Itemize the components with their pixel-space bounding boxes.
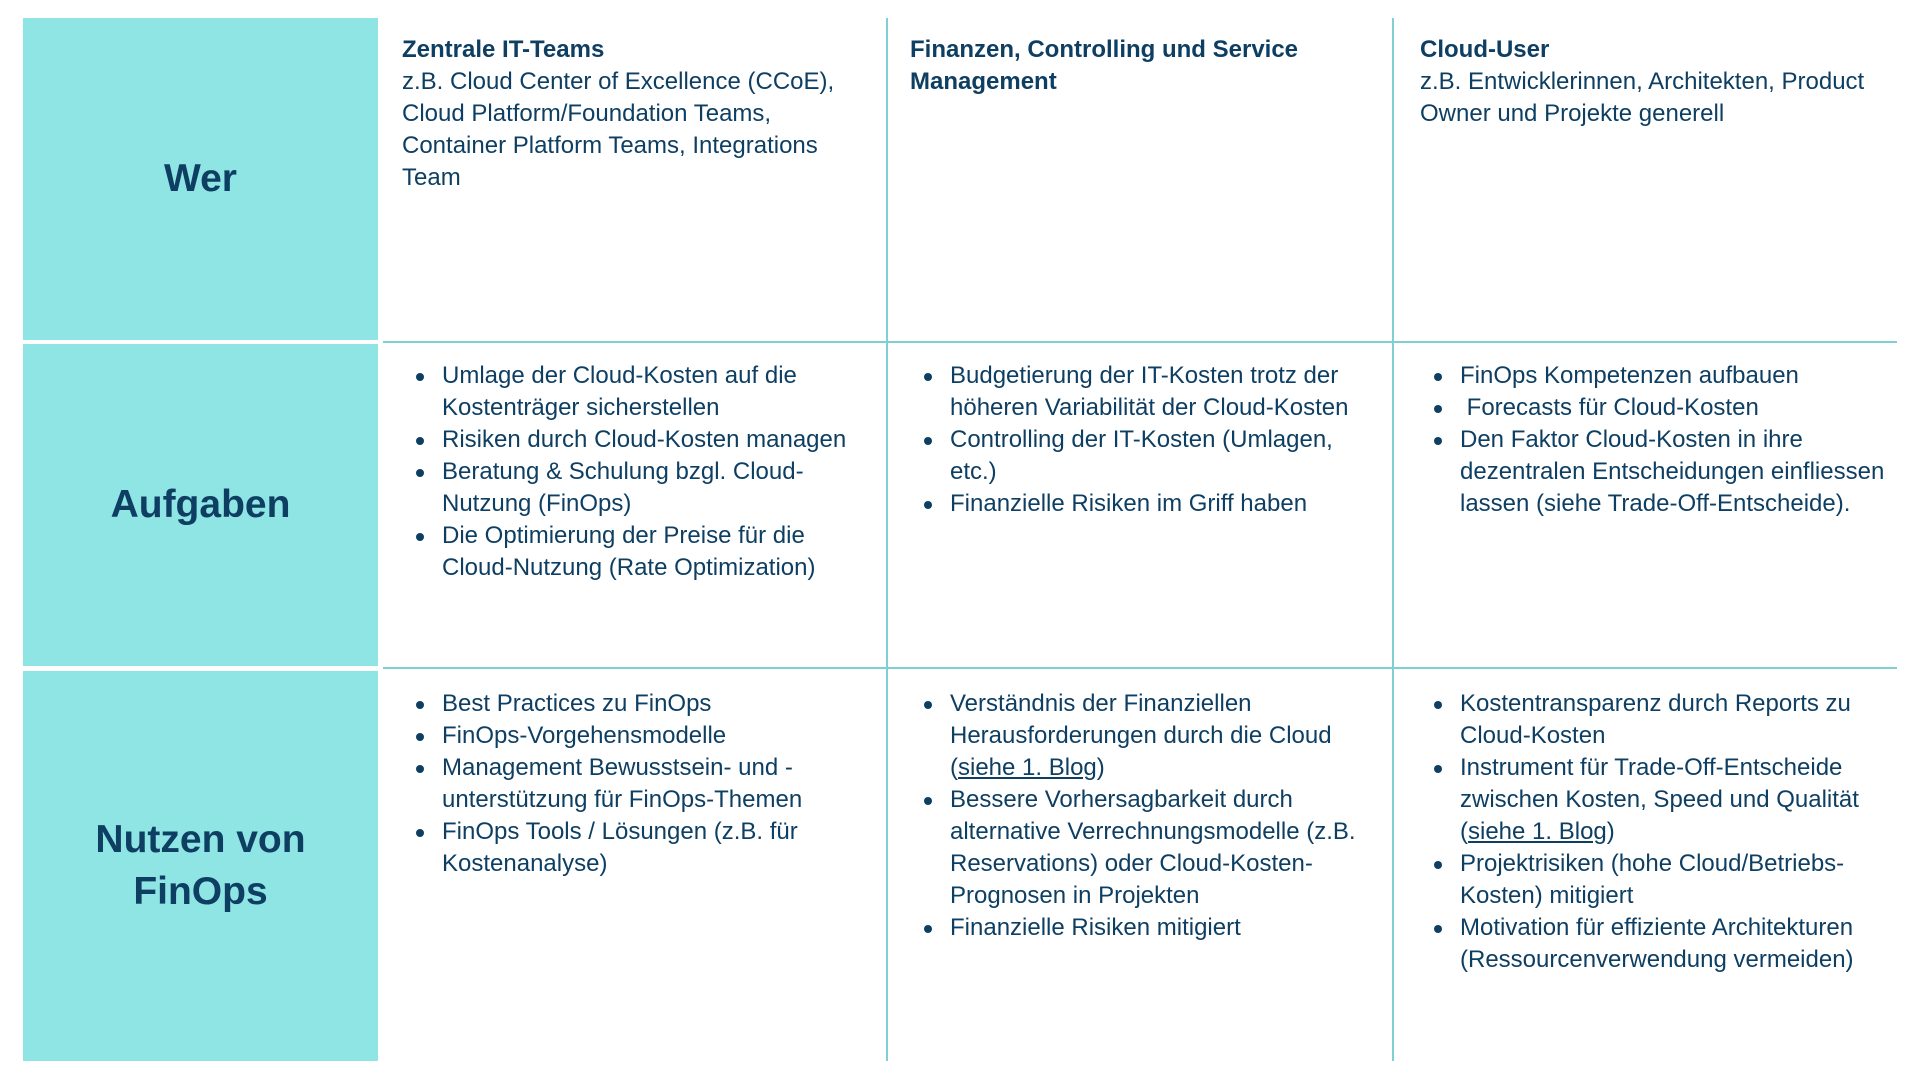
task-list [910,360,1380,520]
benefit-list [402,688,872,880]
list-item: FinOps-Vorgehensmodelle [442,720,872,752]
wer-cell-it-teams [402,34,872,194]
list-item: Best Practices zu FinOps [442,688,872,720]
cell-title: Zentrale IT-Teams [402,36,605,63]
list-item: Management Bewusstsein- und -unterstützung für FinOps-Themen [442,752,872,816]
item-text-end: ) [1606,818,1615,845]
task-list [402,360,872,584]
row-label-nutzen-line2: FinOps [133,870,268,913]
blog-link[interactable]: siehe 1. Blog [1468,818,1607,845]
row-label-wer-text: Wer [164,157,237,200]
row-label-nutzen [23,671,378,1061]
cell-subtitle: z.B. Cloud Center of Excellence (CCoE), Cloud Platform/Foundation Teams, Container Platform Teams, Integrations Team [402,68,835,191]
wer-cell-cloud-user [1420,34,1890,130]
list-item: Projektrisiken (hohe Cloud/Betriebs-Kosten) mitigiert [1460,848,1890,912]
item-text-end: ) [1096,754,1105,781]
list-item: Budgetierung der IT-Kosten trotz der höheren Variabilität der Cloud-Kosten [950,360,1380,424]
blog-link[interactable]: siehe 1. Blog [958,754,1097,781]
list-item: Motivation für effiziente Architekturen (Ressourcenverwendung vermeiden) [1460,912,1890,976]
task-list [1420,360,1890,520]
wer-cell-finanzen [910,34,1350,98]
cell-subtitle: z.B. Entwicklerinnen, Architekten, Product Owner und Projekte generell [1420,68,1865,127]
item-text: Instrument für Trade-Off-Entscheide zwischen Kosten, Speed und Qualität ( [1460,754,1859,845]
benefit-list [1420,688,1890,976]
row-divider-1 [383,341,1897,343]
nutzen-cell-cloud-user [1420,688,1890,976]
list-item: Controlling der IT-Kosten (Umlagen, etc.) [950,424,1380,488]
list-item [1460,752,1890,848]
list-item: Bessere Vorhersagbarkeit durch alternative Verrechnungsmodelle (z.B. Reservations) oder Cloud-Kosten-Prognosen in Projekten [950,784,1380,912]
aufgaben-cell-finanzen [910,360,1380,520]
list-item: FinOps Kompetenzen aufbauen [1460,360,1890,392]
list-item: Beratung & Schulung bzgl. Cloud-Nutzung (FinOps) [442,456,872,520]
list-item: Risiken durch Cloud-Kosten managen [442,424,872,456]
nutzen-cell-it-teams [402,688,872,880]
aufgaben-cell-it-teams [402,360,872,584]
cell-title: Finanzen, Controlling und Service Management [910,36,1299,95]
column-divider-2 [1392,18,1394,1061]
aufgaben-cell-cloud-user [1420,360,1890,520]
nutzen-cell-finanzen [910,688,1380,944]
row-label-wer [23,18,378,340]
list-item: Die Optimierung der Preise für die Cloud-Nutzung (Rate Optimization) [442,520,872,584]
list-item: Kostentransparenz durch Reports zu Cloud-Kosten [1460,688,1890,752]
list-item: FinOps Tools / Lösungen (z.B. für Kostenanalyse) [442,816,872,880]
row-divider-2 [383,667,1897,669]
list-item: Forecasts für Cloud-Kosten [1460,392,1890,424]
column-divider-1 [886,18,888,1061]
list-item: Den Faktor Cloud-Kosten in ihre dezentralen Entscheidungen einfliessen lassen (siehe Trade-Off-Entscheide). [1460,424,1890,520]
list-item: Finanzielle Risiken mitigiert [950,912,1380,944]
item-text: Verständnis der Finanziellen Herausforderungen durch die Cloud ( [950,690,1332,781]
row-label-nutzen-line1: Nutzen von [95,818,306,861]
list-item: Umlage der Cloud-Kosten auf die Kostenträger sicherstellen [442,360,872,424]
benefit-list [910,688,1380,944]
cell-title: Cloud-User [1420,36,1550,63]
row-label-aufgaben [23,344,378,666]
list-item: Finanzielle Risiken im Griff haben [950,488,1380,520]
list-item [950,688,1380,784]
row-label-aufgaben-text: Aufgaben [110,483,291,526]
